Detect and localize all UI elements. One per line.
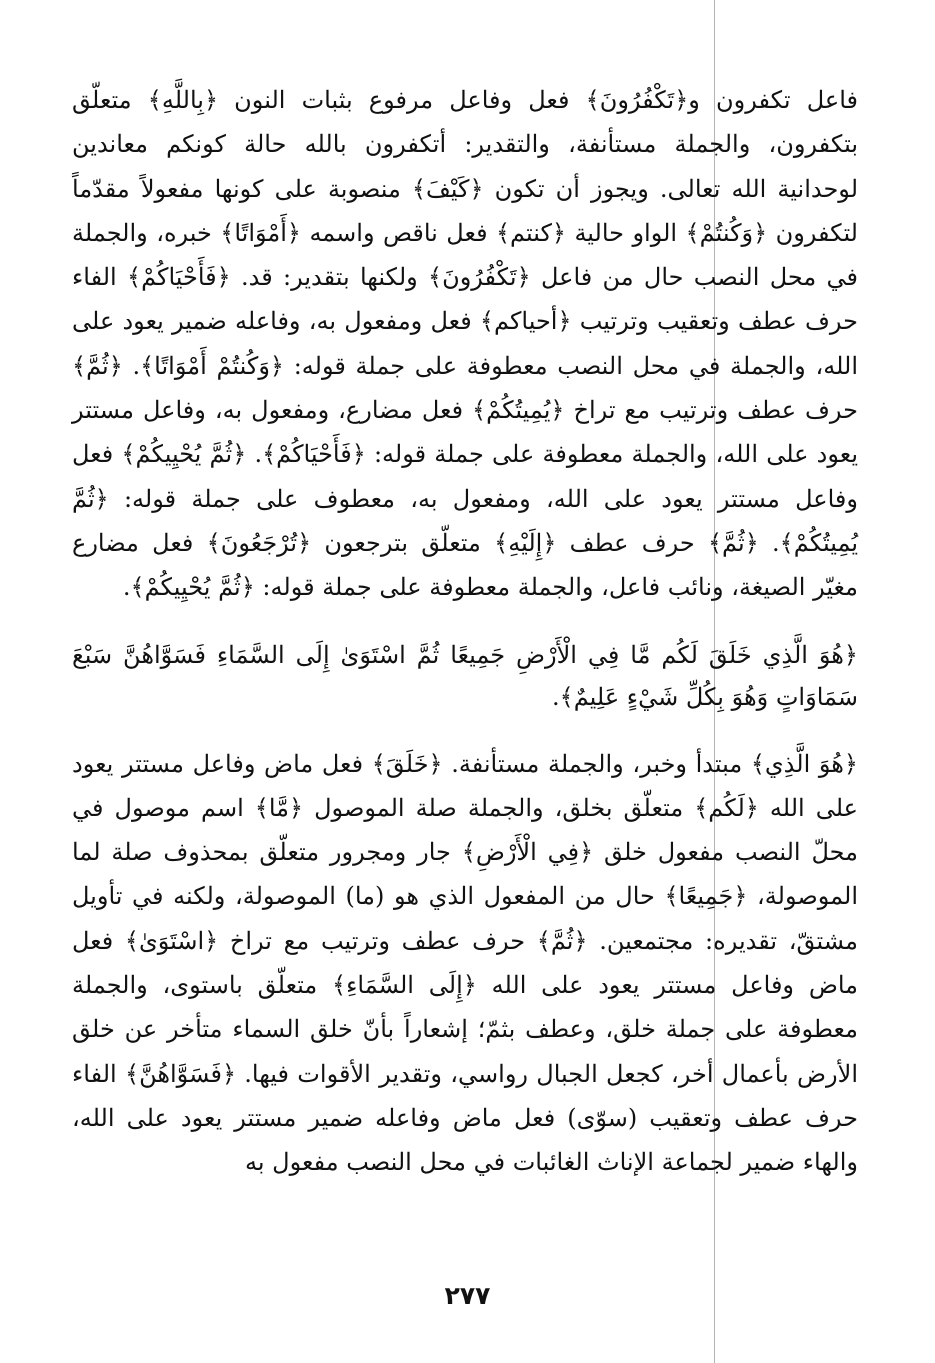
page-number: ٢٧٧ bbox=[444, 1281, 491, 1310]
quran-verse: ﴿هُوَ الَّذِي خَلَقَ لَكُم مَّا فِي الْأَرْضِ جَمِيعًا ثُمَّ اسْتَوَىٰ إِلَى السَّمَاءِ فَسَوَّاهُنَّ سَبْعَ سَمَاوَاتٍ وَهُوَ بِكُلِّ شَيْءٍ عَلِيمٌ﴾. bbox=[72, 640, 858, 711]
page-body bbox=[72, 78, 858, 1185]
paragraph-grammar-analysis-1: فاعل تكفرون و﴿تَكْفُرُونَ﴾ فعل وفاعل مرفوع بثبات النون ﴿بِاللَّهِ﴾ متعلّق بتكفرون، والجملة مستأنفة، والتقدير: أتكفرون بالله حالة كونكم معاندين لوحدانية الله تعالى. ويجوز أن تكون ﴿كَيْفَ﴾ منصوبة على كونها مفعولاً مقدّماً لتكفرون ﴿وَكُنتُمْ﴾ الواو حالية ﴿كنتم﴾ فعل ناقص واسمه ﴿أَمْوَاتًا﴾ خبره، والجملة في محل النصب حال من فاعل ﴿تَكْفُرُونَ﴾ ولكنها بتقدير: قد. ﴿فَأَحْيَاكُمْ﴾ الفاء حرف عطف وتعقيب وترتيب ﴿أحياكم﴾ فعل ومفعول به، وفاعله ضمير يعود على الله، والجملة في محل النصب معطوفة على جملة قوله: ﴿وَكُنتُمْ أَمْوَاتًا﴾. ﴿ثُمَّ﴾ حرف عطف وترتيب مع تراخ ﴿يُمِيتُكُمْ﴾ فعل مضارع، ومفعول به، وفاعل مستتر يعود على الله، والجملة معطوفة على جملة قوله: ﴿فَأَحْيَاكُمْ﴾. ﴿ثُمَّ يُحْيِيكُمْ﴾ فعل وفاعل مستتر يعود على الله، ومفعول به، معطوف على جملة قوله: ﴿ثُمَّ يُمِيتُكُمْ﴾. ﴿ثُمَّ﴾ حرف عطف ﴿إِلَيْهِ﴾ متعلّق بترجعون ﴿تُرْجَعُونَ﴾ فعل مضارع مغيّر الصيغة، ونائب فاعل، والجملة معطوفة على جملة قوله: ﴿ثُمَّ يُحْيِيكُمْ﴾. bbox=[72, 86, 858, 602]
paragraph-grammar-analysis-2: ﴿هُوَ الَّذِي﴾ مبتدأ وخبر، والجملة مستأنفة. ﴿خَلَقَ﴾ فعل ماض وفاعل مستتر يعود على الله ﴿لَكُم﴾ متعلّق بخلق، والجملة صلة الموصول ﴿مَّا﴾ اسم موصول في محلّ النصب مفعول خلق ﴿فِي الْأَرْضِ﴾ جار ومجرور متعلّق بمحذوف صلة لما الموصولة، ﴿جَمِيعًا﴾ حال من المفعول الذي هو (ما) الموصولة، ولكنه في تأويل مشتقّ، تقديره: مجتمعين. ﴿ثُمَّ﴾ حرف عطف وترتيب مع تراخ ﴿اسْتَوَىٰ﴾ فعل ماض وفاعل مستتر يعود على الله ﴿إِلَى السَّمَاءِ﴾ متعلّق باستوى، والجملة معطوفة على جملة خلق، وعطف بثمّ؛ إشعاراً بأنّ خلق السماء متأخر عن خلق الأرض بأعمال أخر، كجعل الجبال رواسي، وتقدير الأقوات فيها. ﴿فَسَوَّاهُنَّ﴾ الفاء حرف عطف وتعقيب (سوّى) فعل ماض وفاعله ضمير مستتر يعود على الله، والهاء ضمير لجماعة الإناث الغائبات في محل النصب مفعول به bbox=[72, 749, 858, 1177]
